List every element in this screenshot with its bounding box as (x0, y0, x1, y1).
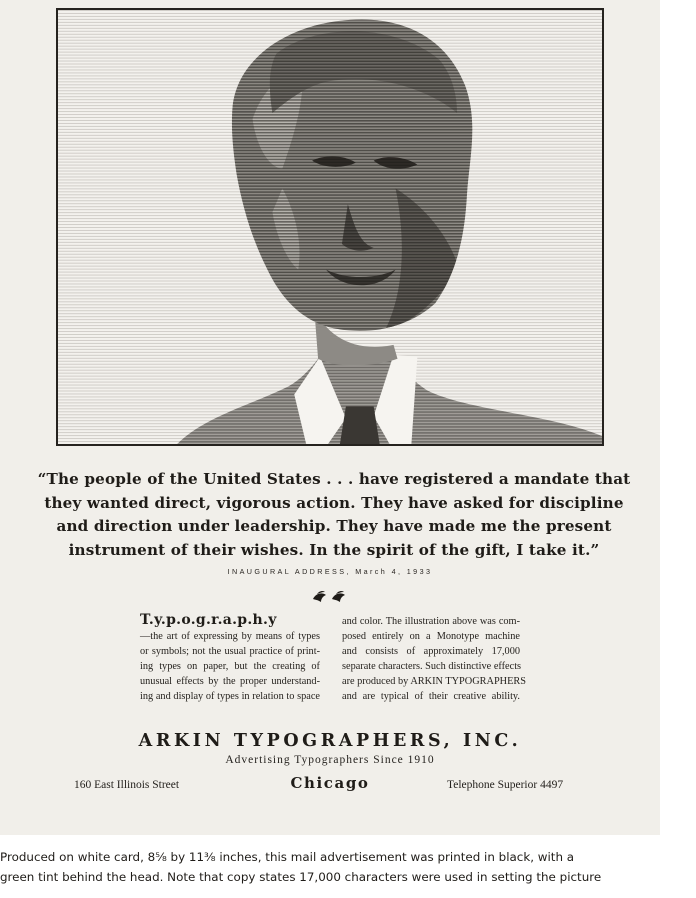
body-column-right (342, 614, 527, 705)
body-line: ing types on paper, but the creating of (140, 661, 320, 673)
company-name: ARKIN TYPOGRAPHERS, INC. (138, 731, 522, 751)
fleuron-icon (310, 588, 350, 604)
body-line: separate characters. Such distinctive effects (342, 661, 522, 673)
typography-heading: T.y.p.o.g.r.a.p.h.y (140, 612, 277, 628)
portrait-illustration (58, 10, 602, 444)
body-line: unusual effects by the proper understand- (140, 676, 320, 688)
quote-attribution: INAUGURAL ADDRESS, March 4, 1933 (227, 567, 433, 576)
figure-caption (0, 848, 696, 887)
quote-line: and direction under leadership. They have made me the present (56, 517, 612, 535)
body-line: —the art of expressing by means of types (140, 631, 320, 642)
quote-line: they wanted direct, vigorous action. They have asked for discipline (44, 493, 624, 512)
body-line: and are typical of their creative ability. (342, 691, 520, 703)
caption-line: green tint behind the head. Note that copy states 17,000 characters were used in setting the picture (0, 869, 602, 884)
inaugural-quote (34, 468, 634, 562)
street-address: 160 East Illinois Street (74, 779, 180, 791)
quote-line: instrument of their wishes. In the spirit of the gift, I take it.” (68, 540, 600, 559)
city-name: Chicago (290, 774, 370, 792)
caption-line: Produced on white card, 8⅝ by 11⅜ inches, this mail advertisement was printed in black, with a (0, 850, 575, 864)
quote-line: “The people of the United States . . . have registered a mandate that (37, 470, 631, 488)
telephone-number: Telephone Superior 4497 (447, 779, 564, 791)
body-column-left (140, 629, 320, 704)
company-tagline: Advertising Typographers Since 1910 (225, 754, 435, 766)
body-line: and color. The illustration above was com- (342, 616, 520, 627)
body-line: and consists of approximately 17,000 (342, 646, 520, 658)
body-line: ing and display of types in relation to space (140, 691, 320, 703)
body-line: posed entirely on a Monotype machine (342, 631, 520, 643)
body-line: are produced by ARKIN TYPOGRAPHERS (342, 676, 527, 688)
typewritten-portrait (56, 8, 604, 446)
body-line: or symbols; not the usual practice of print- (140, 646, 320, 658)
